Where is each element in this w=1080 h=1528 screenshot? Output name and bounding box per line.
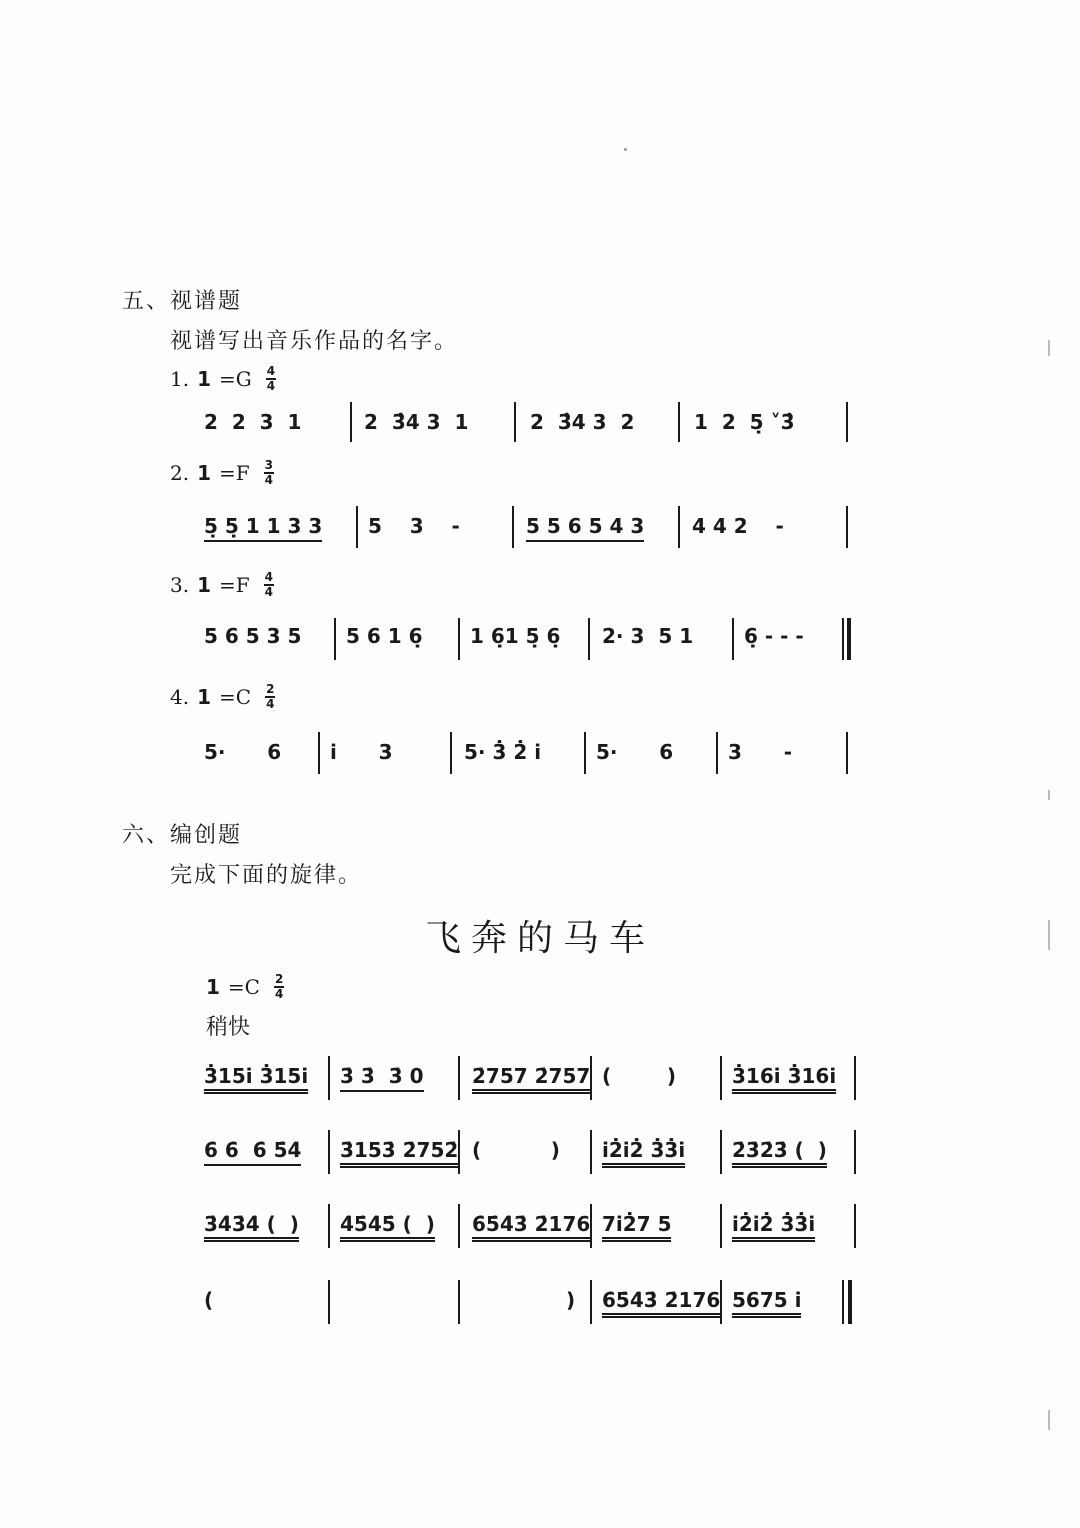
measure: 3̇ 3̇ 3̇ 0 [340,1064,424,1092]
barline [450,732,452,774]
measure: 1 2 5̣ ˅3̂ [694,410,795,434]
barline [846,402,848,442]
barline [512,506,514,548]
barline [328,1130,330,1174]
exercise-1-key [170,366,276,392]
song-row-1 [204,1064,864,1108]
measure: 5 6 1 6̣ [346,624,423,648]
measure: 5· 3̇ 2̇ i̇ [464,740,542,764]
final-barline-thick [848,1280,852,1324]
measure: 5· 6 [596,740,674,764]
key-signature: =C [227,975,260,999]
exercise-index: 3. [170,573,190,597]
measure: i̇ 3 [330,740,393,764]
key-number: 1 [197,367,212,391]
exercise-1-staff [204,410,864,450]
barline [846,732,848,774]
measure: 4̇5̇4̇5̇ ( ) [340,1212,435,1242]
measure: i̇2̇i̇2̇ 3̇3̇i̇ [602,1138,685,1168]
measure: 3̇16i̇ 3̇16i̇ [732,1064,836,1094]
section-5-title: 五、视谱题 [122,289,243,314]
barline [854,1130,856,1174]
key-signature: =G [219,367,252,391]
key-number: 1 [197,685,212,709]
barline [334,618,336,660]
exercise-3-staff [204,624,864,664]
measure: 1 6̣1 5̣ 6̣ [470,624,561,648]
barline [458,1204,460,1248]
exercise-3-key [170,572,274,598]
measure: 4 4 2 - [692,514,784,538]
barline [720,1280,722,1324]
blank-measure-close: ) [566,1288,576,1312]
key-number: 1 [197,573,212,597]
barline [458,618,460,660]
barline [590,1130,592,1174]
section-6-instruction: 完成下面的旋律。 [170,863,363,888]
barline [846,506,848,548]
barline [328,1204,330,1248]
barline [720,1204,722,1248]
time-signature: 2 4 [266,682,275,711]
measure: 6̣ - - - [744,624,804,648]
blank-measure-open: ( [204,1288,214,1312]
measure: 2 3̂4 3 1 [364,410,469,434]
measure: 5 3 - [368,514,460,538]
barline [514,402,516,442]
barline [854,1204,856,1248]
measure: 3̇15i̇ 3̇15i̇ [204,1064,308,1094]
barline [458,1056,460,1100]
section-6-title: 六、编创题 [122,823,243,848]
barline [328,1056,330,1100]
scan-edge-mark [1048,340,1050,356]
tempo-marking: 稍快 [206,1015,251,1040]
barline [590,1204,592,1248]
measure: i̇2̇i̇2̇ 3̇3̇i̇ [732,1212,815,1242]
measure: 3̇153̇ 2̇752̇ [340,1138,458,1168]
measure: 5· 6 [204,740,282,764]
time-signature: 3 4 [264,458,274,487]
barline [458,1280,460,1324]
barline [720,1130,722,1174]
scan-speck [624,148,627,151]
section-5-instruction: 视谱写出音乐作品的名字。 [170,329,459,354]
scan-edge-mark [1048,790,1050,800]
measure: 3̇4̇3̇4̇ ( ) [204,1212,299,1242]
measure: 2 2 3 1 [204,410,302,434]
barline [458,1130,460,1174]
measure: 6̇ 6̇ 6̇ 5̇4̇ [204,1138,301,1166]
barline [328,1280,330,1324]
exercise-index: 1. [170,367,190,391]
measure: 5675 i̇ [732,1288,801,1318]
final-barline-thin [842,618,844,660]
measure: 2 3̂4 3 2 [530,410,635,434]
song-title: 飞奔的马车 [424,918,655,959]
barline [854,1056,856,1100]
barline [350,402,352,442]
measure: 6̇5̇4̇3̇ 2̇176 [602,1288,720,1318]
barline [356,506,358,548]
measure: 6̇5̇4̇3̇ 2̇176 [472,1212,590,1242]
exercise-index: 4. [170,685,190,709]
barline [678,402,680,442]
measure: 5 5 6 5 4 3 [526,514,644,542]
measure: 7i̇2̇7 5 [602,1212,671,1242]
measure: 5̣ 5̣ 1 1 3 3 [204,514,322,542]
exercise-index: 2. [170,461,190,485]
blank-measure: ( ) [472,1138,560,1162]
song-key [206,974,284,1000]
barline [318,732,320,774]
measure: 2̇3̇2̇3̇ ( ) [732,1138,827,1168]
measure: 5 6 5 3 5 [204,624,302,648]
barline [678,506,680,548]
barline [720,1056,722,1100]
barline [732,618,734,660]
final-barline-thick [847,618,851,660]
exercise-4-key [170,684,275,710]
key-number: 1 [206,975,220,999]
time-signature: 2 4 [274,972,284,1001]
key-signature: =C [219,685,252,709]
measure: 3 - [728,740,792,764]
key-number: 1 [197,461,212,485]
key-signature: =F [219,461,250,485]
measure: 2̇757 2̇757 [472,1064,590,1094]
exercise-2-key [170,460,274,486]
song-row-3 [204,1212,864,1256]
barline [588,618,590,660]
time-signature: 4 4 [264,570,274,599]
song-row-2 [204,1138,864,1182]
barline [590,1280,592,1324]
barline [716,732,718,774]
final-barline-thin [842,1280,844,1324]
measure: 2· 3 5 1 [602,624,694,648]
key-signature: =F [219,573,250,597]
exercise-4-staff [204,740,864,780]
barline [590,1056,592,1100]
time-signature: 4 4 [266,364,276,393]
song-row-4 [204,1288,864,1332]
blank-measure: ( ) [602,1064,676,1088]
barline [584,732,586,774]
exercise-2-staff [204,514,864,554]
scan-edge-mark [1048,1410,1050,1430]
